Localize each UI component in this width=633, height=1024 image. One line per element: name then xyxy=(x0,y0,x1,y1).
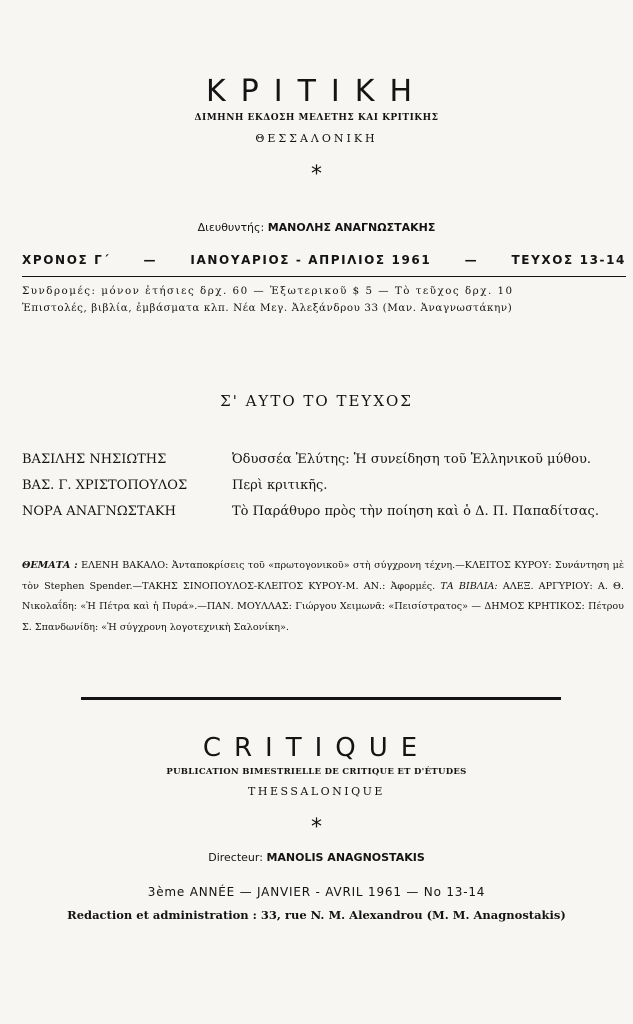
greek-journal-subtitle: ΔΙΜΗΝΗ ΕΚΔΟΣΗ ΜΕΛΕΤΗΣ ΚΑΙ ΚΡΙΤΙΚΗΣ xyxy=(194,113,439,123)
issue-rule xyxy=(22,276,626,277)
books-text: ΑΛΕΞ. ΑΡΓΥΡΙΟΥ: Α. Θ. Νικολαΐδη: «Ἡ Πέτρα καὶ ἡ Πυρά».—ΠΑΝ. ΜΟΥΛΛΑΣ: Γιώργου Χειμωνᾶ: «Πεισίστρατος» — ΔΗΜΟΣ ΚΡΗΤΙΚΟΣ: Πέτρου Σ. Σπανδωνίδη: «Ἡ σύγχρονη λογοτεχνικὴ Σαλονίκη». xyxy=(22,580,624,633)
contents-article: Ὀδυσσέα Ἐλύτης: Ἡ συνείδηση τοῦ Ἑλληνικοῦ μύθου. xyxy=(232,452,592,467)
issue-months: ΙΑΝΟΥΑΡΙΟΣ - ΑΠΡΙΛΙΟΣ 1961 xyxy=(190,253,432,267)
greek-city: ΘΕΣΣΑΛΟΝΙΚΗ xyxy=(255,132,378,145)
themes-paragraph xyxy=(22,556,624,638)
themes-text: ΕΛΕΝΗ ΒΑΚΑΛΟ: Ἀνταποκρίσεις τοῦ «πρωτογονικοῦ» στὴ σύγχρονη τέχνη.—ΚΛΕΙΤΟΣ ΚΥΡΟΥ: Συνάντηση μὲ τὸν Stephen Spender.—ΤΑΚΗΣ ΣΙΝΟΠΟΥΛΟΣ-ΚΛΕΙΤΟΣ ΚΥΡΟΥ-Μ. ΑΝ.: Ἀφορμές. xyxy=(22,560,624,592)
issue-year: ΧΡΟΝΟΣ Γ΄ xyxy=(22,253,111,267)
books-label: ΤΑ ΒΙΒΛΙΑ: xyxy=(440,580,498,592)
greek-issue-line xyxy=(22,253,626,267)
contents-heading: Σ' ΑΥΤΟ ΤΟ ΤΕΥΧΟΣ xyxy=(220,392,413,410)
section-divider xyxy=(81,697,561,700)
french-star-ornament: * xyxy=(311,815,322,840)
greek-journal-title: ΚΡΙΤΙΚΗ xyxy=(205,74,427,109)
greek-director-line xyxy=(0,221,633,234)
issue-number: ΤΕΥΧΟΣ 13-14 xyxy=(511,253,626,267)
french-director-line xyxy=(0,851,633,864)
subscription-line-2: Ἐπιστολές, βιβλία, ἐμβάσματα κλπ. Νέα Μεγ. Ἀλεξάνδρου 33 (Μαν. Ἀναγνωστάκην) xyxy=(22,302,513,314)
contents-author: ΝΟΡΑ ΑΝΑΓΝΩΣΤΑΚΗ xyxy=(22,504,176,519)
issue-dash-1: — xyxy=(143,253,158,267)
contents-author: ΒΑΣ. Γ. ΧΡΙΣΤΟΠΟΥΛΟΣ xyxy=(22,478,188,493)
french-admin-line: Redaction et administration : 33, rue N. M. Alexandrou (M. M. Anagnostakis) xyxy=(67,908,566,922)
french-director-label: Directeur: xyxy=(208,851,263,864)
themes-label: ΘΕΜΑΤΑ : xyxy=(22,560,78,571)
french-city: THESSALONIQUE xyxy=(248,785,385,798)
contents-article: Τὸ Παράθυρο πρὸς τὴν ποίηση καὶ ὁ Δ. Π. Παπαδίτσας. xyxy=(232,504,599,519)
greek-star-ornament: * xyxy=(311,162,322,187)
contents-author: ΒΑΣΙΛΗΣ ΝΗΣΙΩΤΗΣ xyxy=(22,452,167,467)
greek-director-name: ΜΑΝΟΛΗΣ ΑΝΑΓΝΩΣΤΑΚΗΣ xyxy=(267,221,436,234)
issue-dash-2: — xyxy=(464,253,479,267)
contents-article: Περὶ κριτικῆς. xyxy=(232,478,328,493)
french-director-name: MANOLIS ANAGNOSTAKIS xyxy=(266,851,425,864)
french-journal-title: CRITIQUE xyxy=(202,733,431,763)
greek-director-label: Διευθυντής: xyxy=(197,221,265,234)
subscription-line-1: Συνδρομές: μόνον ἐτήσιες δρχ. 60 — Ἐξωτερικοῦ $ 5 — Τὸ τεῦχος δρχ. 10 xyxy=(22,285,514,297)
french-issue-line: 3ème ANNÉE — JANVIER - AVRIL 1961 — No 13-14 xyxy=(147,885,486,899)
french-journal-subtitle: PUBLICATION BIMESTRIELLE DE CRITIQUE ET D'ÉTUDES xyxy=(166,767,467,777)
